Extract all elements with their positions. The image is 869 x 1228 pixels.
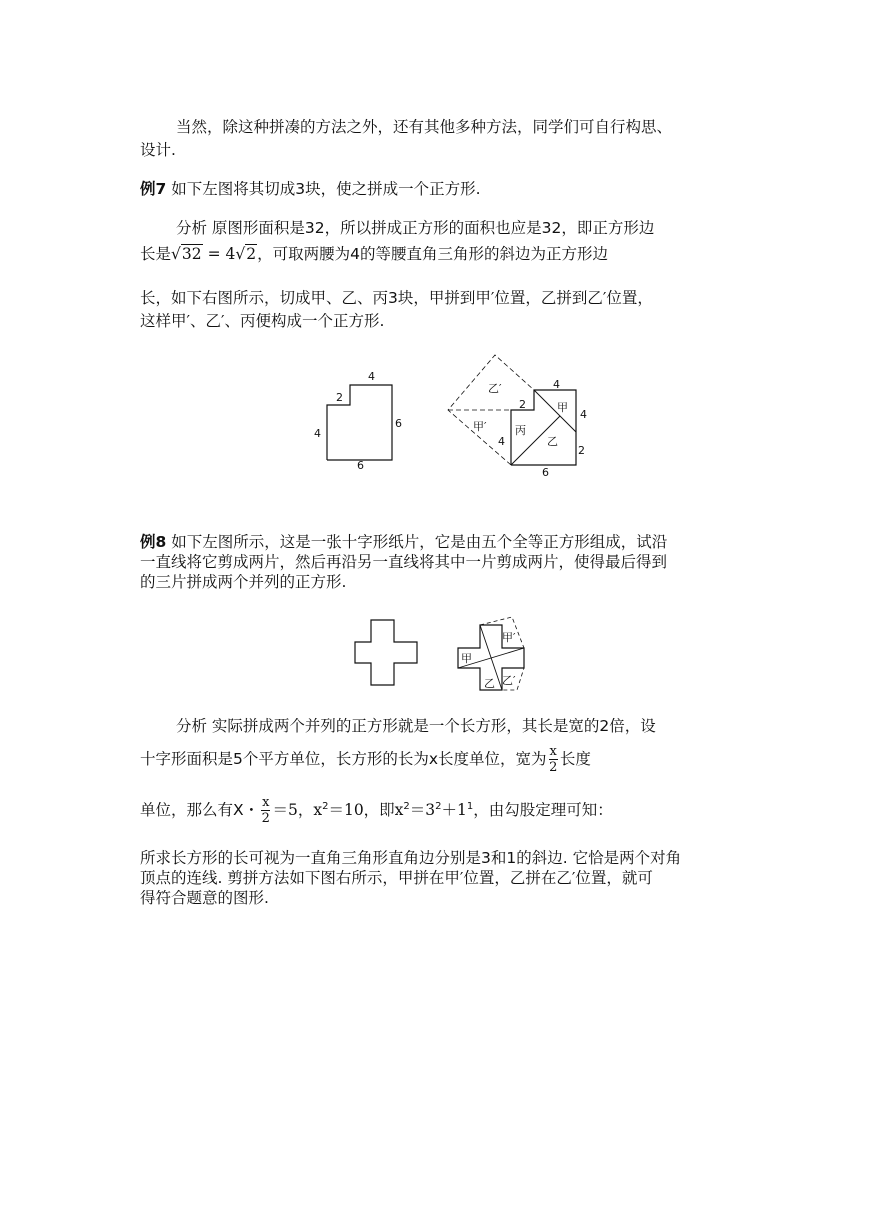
eq-mid2: ＝10，即x [328,801,404,819]
cut-line-1 [534,390,576,432]
ex8-analysis-line2-pre: 十字形面积是5个平方单位，长方形的长为x长度单位，宽为 [140,750,547,768]
sqrt-32: 32 [181,245,202,263]
label-yi: 乙 [547,435,558,448]
frac-den: 2 [549,760,558,775]
ex8-line1-text: 如下左图所示，这是一张十字形纸片，它是由五个全等正方形组成，试沿 [171,533,668,551]
frac-num: x [549,744,557,759]
ex8-analysis-line2 [140,744,591,775]
label-notch: 2 [336,391,343,404]
label-right: 4 [580,408,587,421]
ex8-line3: 的三片拼成两个并列的正方形. [140,573,347,591]
label-yi-prime: 乙′ [502,674,516,687]
ex7-analysis-line2 [140,244,608,264]
sup-2b: 2 [403,800,410,812]
fraction-x-over-2 [549,744,558,775]
label-yi-prime: 乙′ [488,382,502,395]
ex7-analysis-line3: 长，如下右图所示，切成甲、乙、丙3块，甲拼到甲′位置，乙拼到乙′位置， [140,289,653,307]
fig8-left-cross [350,615,425,690]
label-jia-prime: 甲′ [502,631,516,644]
eq-post: ，由勾股定理可知： [473,801,613,819]
ex8-analysis-line4: 所求长方形的长可视为一直角三角形直角边分别是3和1的斜边. 它恰是两个对角 [140,849,682,867]
ex8-line2: 一直线将它剪成两片，然后再沿另一直线将其中一片剪成两片，使得最后得到 [140,553,668,571]
ex8-line1 [140,532,667,552]
fig8-right-figure [450,610,540,695]
sqrt-2: 2 [246,245,257,263]
sup-2a: 2 [322,800,329,812]
label-bottom: 6 [357,459,364,472]
label-top: 4 [553,378,560,391]
sup-1: 1 [466,800,474,812]
label-jia-prime: 甲′ [473,420,487,433]
ex7-label: 例7 [140,180,167,198]
sup-2c: 2 [435,800,442,812]
label-right: 6 [395,417,402,430]
ex8-analysis-line3 [140,795,613,826]
ex8-label: 例8 [140,533,167,551]
eq-mid: ＝5，x [272,801,323,819]
sqrt-sign-2: √ [235,245,246,263]
label-jia: 甲 [461,652,472,665]
para1-line1: 当然，除这种拼凑的方法之外，还有其他多种方法，同学们可自行构思、 [176,118,673,136]
ex7-text: 如下左图将其切成3块，使之拼成一个正方形. [171,180,481,198]
para1-line2: 设计. [140,141,176,159]
label-notch: 2 [519,398,526,411]
label-top: 4 [368,370,375,383]
ex8-analysis-line5: 顶点的连线. 剪拼方法如下图右所示，甲拼在甲′位置，乙拼在乙′位置，就可 [140,869,653,887]
frac-den-b: 2 [261,811,270,826]
ex7-analysis-line2-pre: 长是 [140,245,172,263]
ex8-analysis-line6: 得符合题意的图形. [140,889,269,907]
ex8-analysis-line1: 分析 实际拼成两个并列的正方形就是一个长方形，其长是宽的2倍，设 [176,717,656,735]
eq-pre: 单位，那么有X・ [140,801,260,819]
fig7-left-figure [300,365,420,480]
label-right-lower: 2 [578,444,585,457]
label-inner: 4 [498,435,505,448]
fraction-x-over-2-b [261,795,270,826]
label-left: 4 [314,427,321,440]
sqrt-sign: √ [171,245,181,263]
frac-num-b: x [262,795,270,810]
ex7-analysis-line4: 这样甲′、乙′、丙便构成一个正方形. [140,312,385,330]
ex7-statement [140,179,481,199]
fig7-right-figure [440,350,600,480]
label-bottom: 6 [542,466,549,479]
cross-outline [355,620,417,685]
label-jia: 甲 [557,401,568,414]
eq-mid3: ＝3 [409,801,436,819]
ex8-analysis-line2-post: 长度 [559,750,591,768]
ex7-analysis-line1: 分析 原图形面积是32，所以拼成正方形的面积也应是32，即正方形边 [176,219,655,237]
label-bing: 丙 [515,424,526,437]
label-yi: 乙 [484,677,495,690]
eq-mid4: ＋1 [441,801,467,819]
ex7-analysis-line2-post: ，可取两腰为4的等腰直角三角形的斜边为正方形边 [257,245,608,263]
eq-4: = 4 [202,245,236,263]
